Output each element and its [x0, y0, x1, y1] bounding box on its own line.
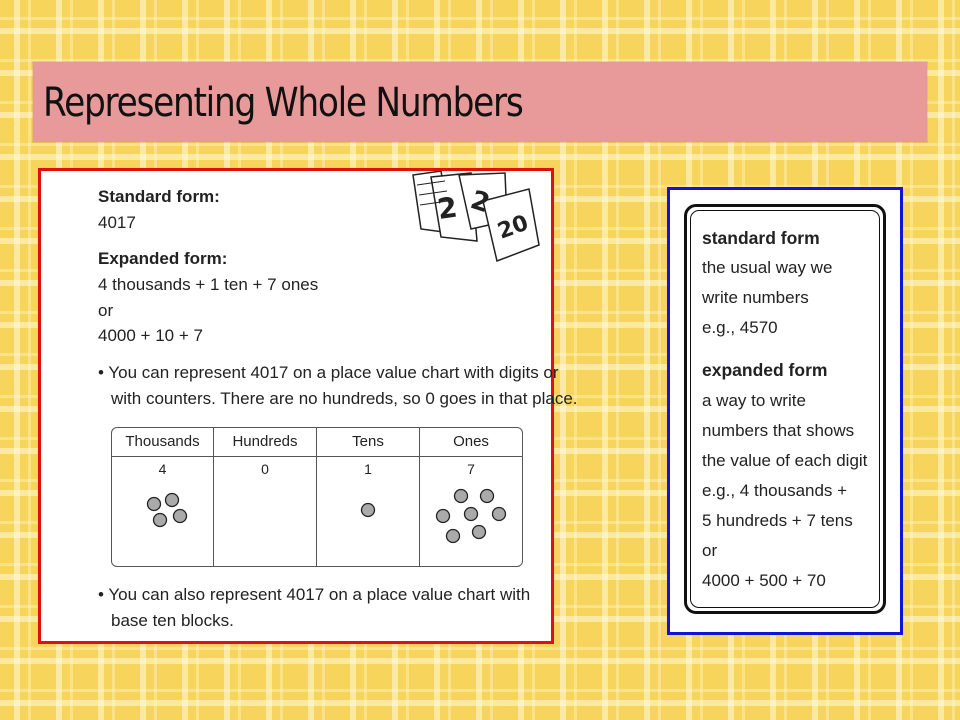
- counter-dot: [447, 530, 460, 543]
- bullet-1-line1: • You can represent 4017 on a place value chart with digits or: [98, 363, 559, 382]
- title-bar: [33, 62, 927, 142]
- pv-digit: 4: [158, 461, 167, 477]
- calendar-number-3: 20: [494, 210, 532, 245]
- pv-header: Thousands: [112, 428, 213, 457]
- counter-dot: [481, 490, 494, 503]
- pv-digit: 0: [261, 461, 269, 477]
- glossary-card: [667, 187, 903, 635]
- counter-dot: [174, 510, 187, 523]
- glossary-def-line: or: [702, 541, 718, 560]
- counter-dot: [166, 494, 179, 507]
- expanded-form-line1: 4 thousands + 1 ten + 7 ones: [98, 275, 319, 294]
- glossary-def-line: 4000 + 500 + 70: [702, 571, 826, 590]
- expanded-form-heading: Expanded form:: [98, 249, 228, 268]
- glossary-def-line: write numbers: [702, 288, 809, 307]
- standard-form-value: 4017: [98, 213, 136, 232]
- counter-dot: [455, 490, 468, 503]
- glossary-frame: [684, 204, 886, 614]
- example-card: [38, 168, 578, 644]
- glossary-def-line: a way to write: [702, 391, 806, 410]
- pv-header: Tens: [317, 428, 419, 457]
- counter-dot: [465, 508, 478, 521]
- standard-form-heading: Standard form:: [98, 187, 220, 206]
- expanded-form-line2: 4000 + 10 + 7: [98, 326, 203, 345]
- bullet-2-line1: • You can also represent 4017 on a place value chart with: [98, 585, 531, 604]
- bullet-2-line2: base ten blocks.: [111, 611, 234, 630]
- pv-digit: 1: [364, 461, 372, 477]
- expanded-form-or: or: [98, 301, 114, 320]
- calendar-number-2: 2: [466, 185, 494, 220]
- glossary-def-line: the value of each digit: [702, 451, 868, 470]
- calendar-number-1: 2: [435, 190, 460, 226]
- glossary-term-expanded-form: expanded form: [702, 360, 828, 380]
- glossary-def-line: e.g., 4 thousands +: [702, 481, 848, 500]
- pv-header: Hundreds: [214, 428, 316, 457]
- counter-dot: [148, 498, 161, 511]
- glossary-def-line: the usual way we: [702, 258, 833, 277]
- glossary-term-standard-form: standard form: [702, 228, 820, 248]
- counter-dot: [493, 508, 506, 521]
- glossary-def-line: 5 hundreds + 7 tens: [702, 511, 853, 530]
- pv-header: Ones: [420, 428, 522, 457]
- counter-dot: [362, 504, 375, 517]
- glossary-def-line: e.g., 4570: [702, 318, 778, 337]
- page-title: Representing Whole Numbers: [43, 80, 523, 126]
- glossary-def-line: numbers that shows: [702, 421, 855, 440]
- counter-dot: [473, 526, 486, 539]
- calendar-pages-icon: [411, 171, 541, 263]
- counters-layer: [112, 428, 522, 566]
- counter-dot: [437, 510, 450, 523]
- place-value-chart: [111, 427, 523, 567]
- counter-dot: [154, 514, 167, 527]
- pv-digit: 7: [467, 461, 475, 477]
- bullet-1-line2: with counters. There are no hundreds, so 0 goes in that place.: [111, 389, 578, 408]
